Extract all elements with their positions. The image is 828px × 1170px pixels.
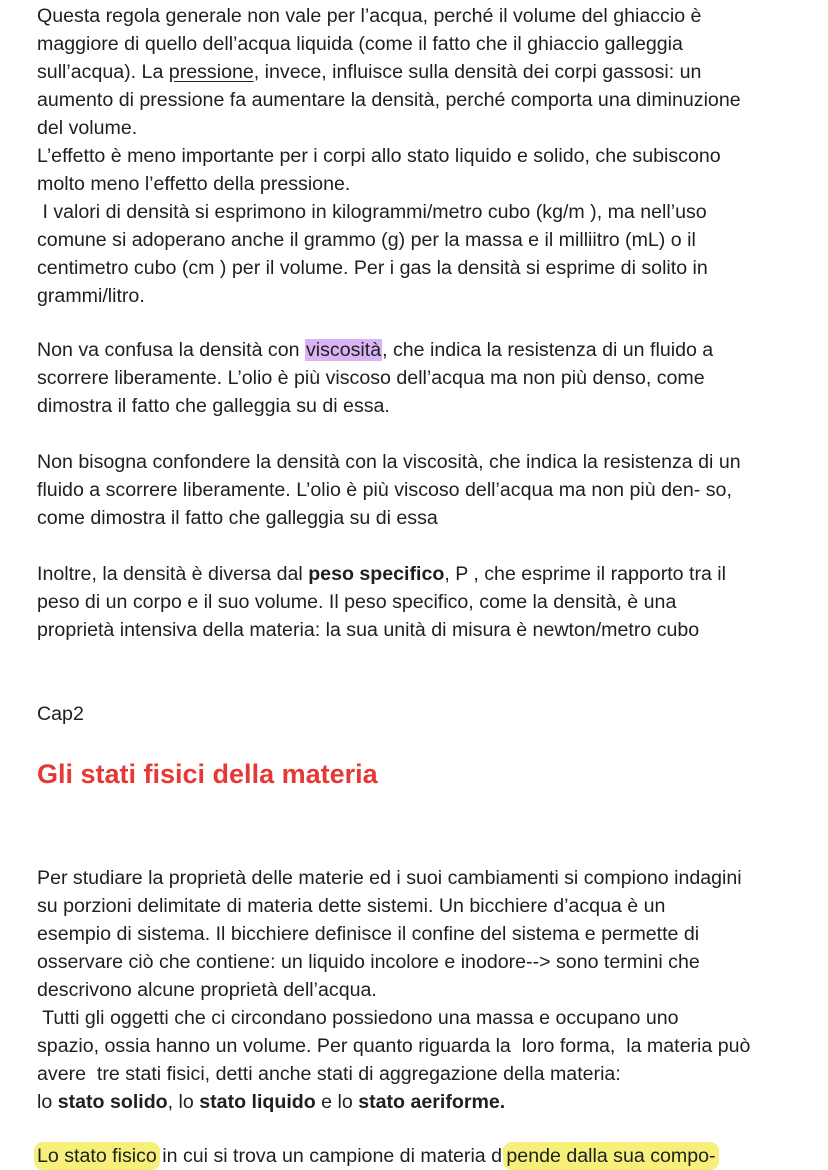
text-line: centimetro cubo (cm ) per il volume. Per i gas la densità si esprime di solito in (37, 257, 708, 279)
highlighted-term-stato-fisico: Lo stato fisico (37, 1145, 157, 1167)
text-segment: in cui si trova un campione di materia di (156, 1145, 507, 1167)
text-line: L’effetto è meno importante per i corpi allo stato liquido e solido, che subiscono (37, 145, 721, 167)
bold-term-stato-solido: stato solido (57, 1091, 168, 1113)
paragraph-viscosity (37, 336, 797, 420)
text-segment: , P , che esprime il rapporto tra il (444, 563, 727, 585)
text-line: spazio, ossia hanno un volume. Per quanto riguarda la loro forma, la materia può (37, 1035, 751, 1057)
text-line: Non bisogna confondere la densità con la viscosità, che indica la resistenza di un (37, 451, 741, 473)
text-line: proprietà intensiva della materia: la sua unità di misura è newton/metro cubo (37, 619, 700, 641)
text-line: grammi/litro. (37, 285, 145, 307)
text-line: descrivono alcune proprietà dell’acqua. (37, 979, 377, 1001)
text-line: del volume. (37, 117, 138, 139)
text-segment: Inoltre, la densità è diversa dal (37, 563, 309, 585)
paragraph-water-density (37, 2, 797, 310)
section-title: Gli stati fisici della materia (37, 759, 378, 789)
paragraph-physical-state (37, 1142, 797, 1170)
text-segment: , invece, influisce sulla densità dei corpi gassosi: un (253, 61, 702, 83)
text-segment: . (499, 1091, 506, 1113)
highlighted-term-viscosita: viscosità (305, 339, 382, 361)
text-segment: Non va confusa la densità con (37, 339, 305, 361)
chapter-label: Cap2 (37, 703, 84, 725)
text-line (37, 1142, 797, 1170)
paragraph-specific-weight (37, 560, 797, 644)
text-line: peso di un corpo e il suo volume. Il peso specifico, come la densità, è una (37, 591, 677, 613)
text-line: avere tre stati fisici, detti anche stati di aggregazione della materia: (37, 1063, 621, 1085)
text-line: Tutti gli oggetti che ci circondano possiedono una massa e occupano uno (37, 1007, 679, 1029)
text-line: scorrere liberamente. L’olio è più viscoso dell’acqua ma non più denso, come (37, 367, 705, 389)
bold-term-stato-aeriforme: stato aeriforme (358, 1091, 500, 1113)
text-line (37, 1088, 797, 1116)
text-line: I valori di densità si esprimono in kilogrammi/metro cubo (kg/m ), ma nell’uso (37, 201, 707, 223)
paragraph-viscosity-repeat (37, 448, 797, 532)
paragraph-systems (37, 864, 797, 1116)
text-segment: , lo (167, 1091, 200, 1113)
text-segment: e lo (315, 1091, 359, 1113)
text-segment: , che indica la resistenza di un fluido a (382, 339, 714, 361)
text-line (37, 560, 797, 588)
text-line: Per studiare la proprietà delle materie ed i suoi cambiamenti si compiono indagini (37, 867, 742, 889)
text-line: dimostra il fatto che galleggia su di essa. (37, 395, 390, 417)
bold-term-peso-specifico: peso specifico (308, 563, 445, 585)
text-segment: sull’acqua). La (37, 61, 169, 83)
text-line (37, 58, 797, 86)
highlighted-phrase-composition: pende dalla sua compo- (506, 1145, 716, 1167)
text-line: esempio di sistema. Il bicchiere definisce il confine del sistema e permette di (37, 923, 700, 945)
text-line: come dimostra il fatto che galleggia su di essa (37, 507, 438, 529)
text-line: maggiore di quello dell’acqua liquida (come il fatto che il ghiaccio galleggia (37, 33, 683, 55)
text-line: osservare ciò che contiene: un liquido incolore e inodore--> sono termini che (37, 951, 700, 973)
text-line: aumento di pressione fa aumentare la densità, perché comporta una diminuzione (37, 89, 741, 111)
text-line: comune si adoperano anche il grammo (g) per la massa e il milliitro (mL) o il (37, 229, 696, 251)
text-segment: lo (37, 1091, 58, 1113)
text-line: fluido a scorrere liberamente. L’olio è più viscoso dell’acqua ma non più den- so, (37, 479, 732, 501)
text-line (37, 336, 797, 364)
text-line: Questa regola generale non vale per l’acqua, perché il volume del ghiaccio è (37, 5, 702, 27)
pressione-link[interactable]: pressione (168, 61, 254, 83)
text-line: molto meno l’effetto della pressione. (37, 173, 351, 195)
text-line: su porzioni delimitate di materia dette sistemi. Un bicchiere d’acqua è un (37, 895, 666, 917)
bold-term-stato-liquido: stato liquido (199, 1091, 316, 1113)
